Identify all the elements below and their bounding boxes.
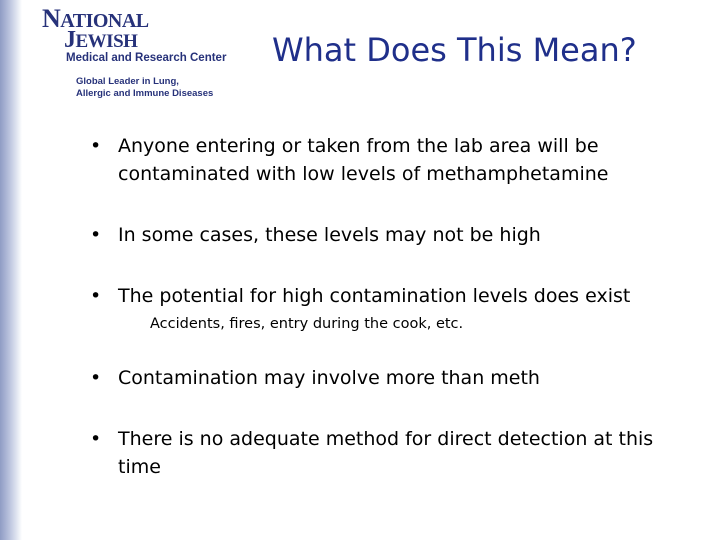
bullet-text: The potential for high contamination levels does exist (118, 285, 631, 307)
bullet-marker: • (90, 285, 102, 307)
bullet-text: Anyone entering or taken from the lab area will be contaminated with low levels of methamphetamine (118, 135, 609, 185)
left-gradient-stripe (0, 0, 22, 540)
logo-national-rest: ATIONAL (60, 10, 149, 32)
bullet-item (90, 221, 700, 249)
bullet-text: In some cases, these levels may not be high (118, 224, 541, 246)
bullet-item (90, 364, 700, 392)
bullet-text: There is no adequate method for direct detection at this time (118, 428, 654, 478)
logo-center-text: Medical and Research Center (66, 52, 227, 64)
logo-tagline: Global Leader in Lung, Allergic and Immune Diseases (76, 76, 214, 99)
bullet-marker: • (90, 367, 102, 389)
bullet-item (90, 132, 700, 188)
logo-national-first-letter: N (42, 4, 61, 33)
bullet-text: Contamination may involve more than meth (118, 367, 540, 389)
logo-jewish-first-letter: J (64, 27, 76, 53)
sub-bullet-text: Accidents, fires, entry during the cook, etc. (150, 316, 464, 332)
logo-jewish-rest: EWISH (75, 31, 138, 52)
national-jewish-logo (42, 6, 242, 106)
bullet-list (90, 132, 700, 481)
bullet-item (90, 282, 700, 310)
bullet-marker: • (90, 224, 102, 246)
logo-jewish-text (64, 28, 137, 54)
slide-title: What Does This Mean? (272, 31, 637, 69)
bullet-marker: • (90, 428, 102, 450)
bullet-marker: • (90, 135, 102, 157)
bullet-item (90, 425, 700, 481)
